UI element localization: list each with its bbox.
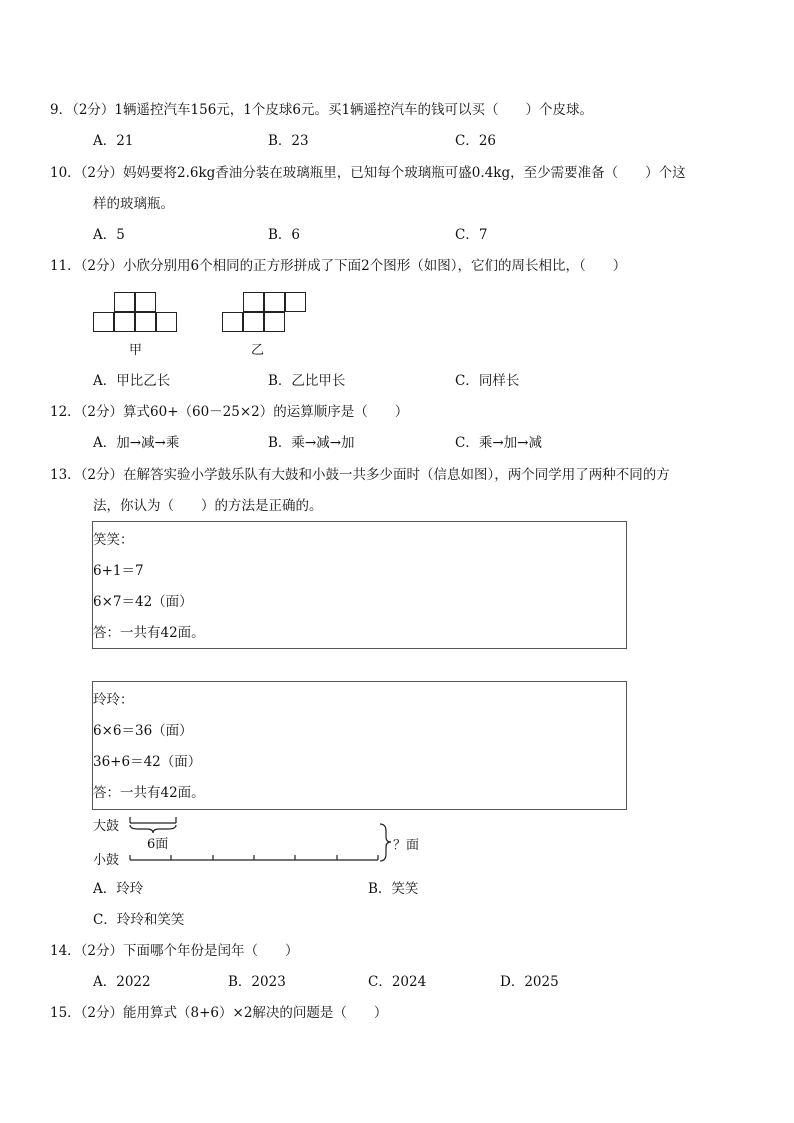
q12-option-a: A．加→减→乘 bbox=[93, 435, 180, 451]
xiaoxiao-line3: 6×7＝42（面） bbox=[93, 594, 193, 610]
q14-option-c: C．2024 bbox=[368, 974, 427, 990]
big-drum-label: 大鼓 bbox=[93, 819, 120, 834]
q12-option-c: C．乘→加→减 bbox=[455, 435, 542, 451]
q13-option-a: A．玲玲 bbox=[93, 881, 144, 897]
lingling-line3: 36+6＝42（面） bbox=[93, 754, 202, 770]
q12-stem: 12．（2分）算式60+（60－25×2）的运算顺序是（ ） bbox=[50, 404, 409, 420]
q11-option-a: A．甲比乙长 bbox=[93, 373, 171, 389]
q14-stem: 14．（2分）下面哪个年份是闰年（ ） bbox=[50, 943, 299, 959]
q10-option-c: C．7 bbox=[455, 227, 488, 243]
q13-option-c: C．玲玲和笑笑 bbox=[93, 912, 185, 928]
total-label: ？面 bbox=[393, 838, 420, 853]
q14-option-b: B．2023 bbox=[228, 974, 286, 990]
q11-option-b: B．乙比甲长 bbox=[268, 373, 346, 389]
q12-option-b: B．乘→减→加 bbox=[268, 435, 355, 451]
xiaoxiao-solution-box bbox=[92, 521, 627, 649]
q14-option-d: D．2025 bbox=[500, 974, 559, 990]
q13-option-b: B．笑笑 bbox=[368, 881, 419, 897]
xiaoxiao-line1: 笑笑： bbox=[93, 532, 134, 548]
q10-stem-line2: 样的玻璃瓶。 bbox=[93, 196, 174, 212]
q9-option-a: A．21 bbox=[93, 133, 134, 149]
drum-line-diagram bbox=[125, 812, 395, 868]
q13-stem-line1: 13．（2分）在解答实验小学鼓乐队有大鼓和小鼓一共多少面时（信息如图），两个同学用了两种不同的方 bbox=[50, 467, 670, 483]
q9-option-b: B．23 bbox=[268, 133, 309, 149]
q9-option-c: C．26 bbox=[455, 133, 497, 149]
lingling-line4: 答：一共有42面。 bbox=[93, 785, 205, 801]
q11-stem: 11．（2分）小欣分别用6个相同的正方形拼成了下面2个图形（如图），它们的周长相比，（ ） bbox=[50, 258, 627, 274]
xiaoxiao-line4: 答：一共有42面。 bbox=[93, 625, 205, 641]
lingling-line1: 玲玲： bbox=[93, 692, 134, 708]
small-drum-label: 小鼓 bbox=[93, 853, 120, 868]
q10-option-a: A．5 bbox=[93, 227, 125, 243]
shape-jia bbox=[93, 292, 183, 334]
q15-stem: 15．（2分）能用算式（8+6）×2解决的问题是（ ） bbox=[50, 1005, 388, 1021]
q10-option-b: B．6 bbox=[268, 227, 301, 243]
q14-option-a: A．2022 bbox=[93, 974, 151, 990]
six-label: 6面 bbox=[147, 837, 169, 852]
shape-yi-label: 乙 bbox=[251, 343, 265, 358]
shape-jia-label: 甲 bbox=[129, 343, 143, 358]
lingling-line2: 6×6＝36（面） bbox=[93, 723, 193, 739]
shape-yi bbox=[222, 292, 312, 334]
lingling-solution-box bbox=[92, 681, 627, 810]
q9-stem: 9．（2分）1辆遥控汽车156元，1个皮球6元。买1辆遥控汽车的钱可以买（ ）个皮球。 bbox=[50, 102, 594, 118]
q13-stem-line2: 法，你认为（ ）的方法是正确的。 bbox=[93, 498, 323, 514]
xiaoxiao-line2: 6+1＝7 bbox=[93, 563, 144, 579]
q10-stem-line1: 10．（2分）妈妈要将2.6kg香油分装在玻璃瓶里，已知每个玻璃瓶可盛0.4kg，至少需要准备（ ）个这 bbox=[50, 165, 686, 181]
q11-option-c: C．同样长 bbox=[455, 373, 520, 389]
